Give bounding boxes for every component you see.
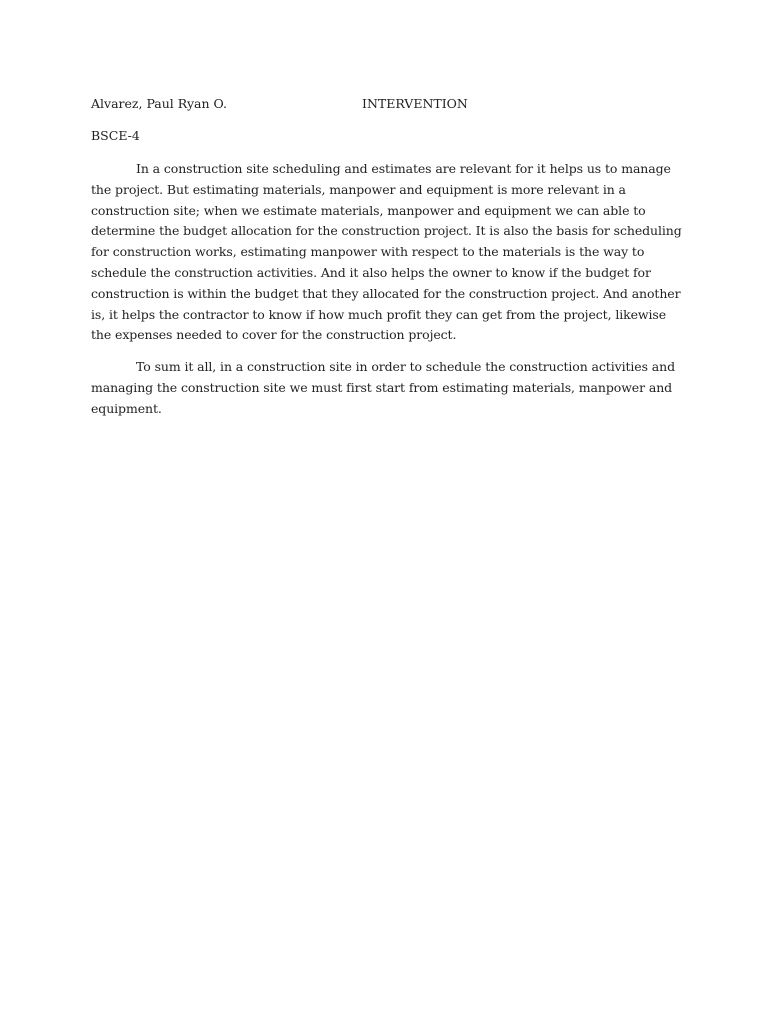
body-paragraph-1: In a construction site scheduling and estimates are relevant for it helps us to manage the project. But estimating materials, manpower and equipment is more relevant in a construction site; when we estimate materials, manpower and equipment we can able to determine the budget allocation for the construction project. It is also the basis for scheduling for construction works, estimating manpower with respect to the materials is the way to schedule the construction activities. And it also helps the owner to know if the budget for construction is within the budget that they allocated for the construction project. And another is, it helps the contractor to know if how much profit they can get from the project, likewise the expenses needed to cover for the construction project. (91, 161, 682, 343)
body-paragraph-2: To sum it all, in a construction site in order to schedule the construction activities and managing the construction site we must first start from estimating materials, manpower and equipment. (91, 359, 675, 416)
document-title: INTERVENTION (362, 96, 468, 111)
author-name: Alvarez, Paul Ryan O. (91, 96, 227, 111)
document-header (91, 94, 691, 114)
course-code: BSCE-4 (91, 128, 140, 143)
